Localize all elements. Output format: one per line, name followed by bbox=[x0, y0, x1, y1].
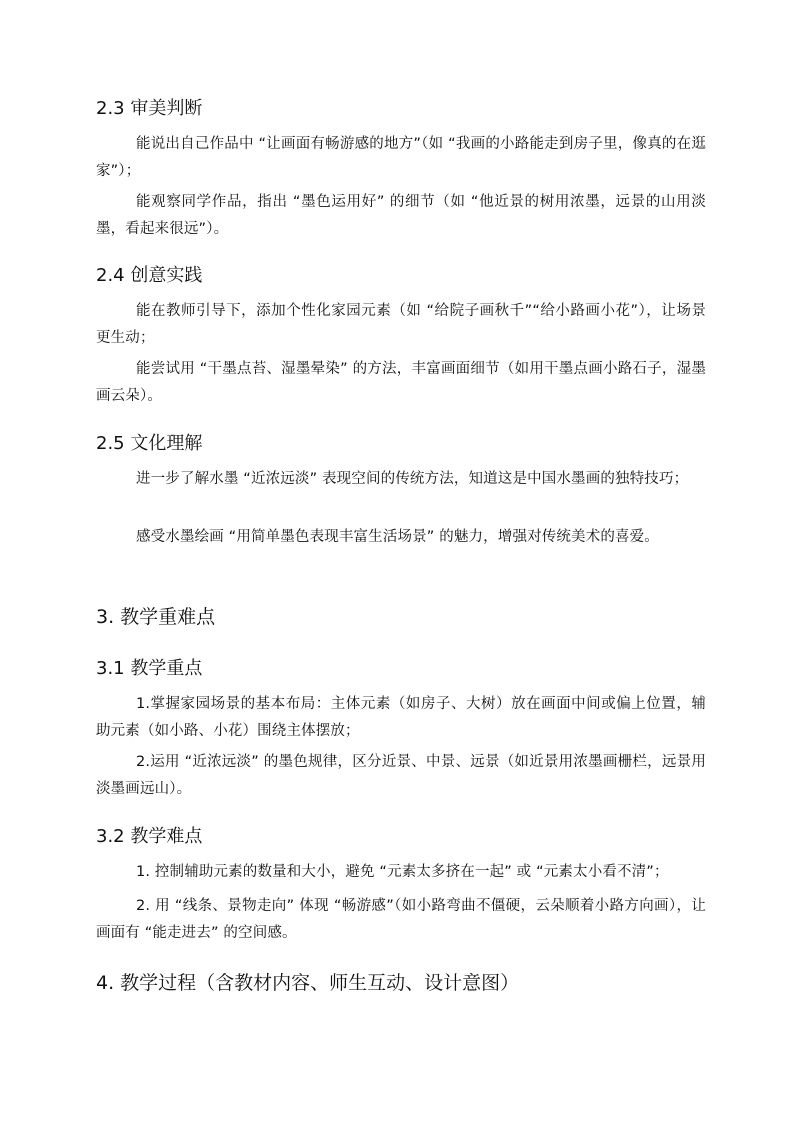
section-heading-2-3: 2.3 审美判断 bbox=[96, 98, 203, 119]
paragraph-2-3-2: 能观察同学作品，指出 “墨色运用好” 的细节（如 “他近景的树用浓墨，远景的山用淡墨，看起来很远”）。 bbox=[96, 194, 706, 237]
section-heading-2-4: 2.4 创意实践 bbox=[96, 265, 203, 286]
paragraph-2-4-2: 能尝试用 “干墨点苔、湿墨晕染” 的方法，丰富画面细节（如用干墨点画小路石子，湿墨画云朵）。 bbox=[96, 361, 706, 404]
section-heading-3-1: 3.1 教学重点 bbox=[96, 658, 203, 679]
paragraph-2-5-2: 感受水墨绘画 “用简单墨色表现丰富生活场景” 的魅力，增强对传统美术的喜爱。 bbox=[136, 529, 659, 545]
paragraph-3-2-1: 1. 控制辅助元素的数量和大小，避免 “元素太多挤在一起” 或 “元素太小看不清”； bbox=[136, 864, 669, 880]
paragraph-3-2-2: 2. 用 “线条、景物走向” 体现 “畅游感”（如小路弯曲不僵硬，云朵顺着小路方向画），让画面有 “能走进去” 的空间感。 bbox=[96, 898, 706, 941]
paragraph-2-4-1: 能在教师引导下，添加个性化家园元素（如 “给院子画秋千”“给小路画小花”），让场景更生动； bbox=[96, 303, 706, 346]
paragraph-2-3-1: 能说出自己作品中 “让画面有畅游感的地方”（如 “我画的小路能走到房子里，像真的在逛家”）； bbox=[96, 136, 706, 179]
paragraph-2-5-1: 进一步了解水墨 “近浓远淡” 表现空间的传统方法，知道这是中国水墨画的独特技巧； bbox=[136, 471, 689, 487]
section-heading-3: 3. 教学重难点 bbox=[96, 606, 216, 628]
section-heading-4: 4. 教学过程（含教材内容、师生互动、设计意图） bbox=[96, 972, 520, 994]
section-heading-2-5: 2.5 文化理解 bbox=[96, 433, 203, 454]
paragraph-3-1-2: 2.运用 “近浓远淡” 的墨色规律，区分近景、中景、远景（如近景用浓墨画栅栏，远景用淡墨画远山）。 bbox=[96, 754, 706, 797]
section-heading-3-2: 3.2 教学难点 bbox=[96, 826, 203, 847]
paragraph-3-1-1: 1.掌握家园场景的基本布局：主体元素（如房子、大树）放在画面中间或偏上位置，辅助元素（如小路、小花）围绕主体摆放； bbox=[96, 696, 706, 739]
